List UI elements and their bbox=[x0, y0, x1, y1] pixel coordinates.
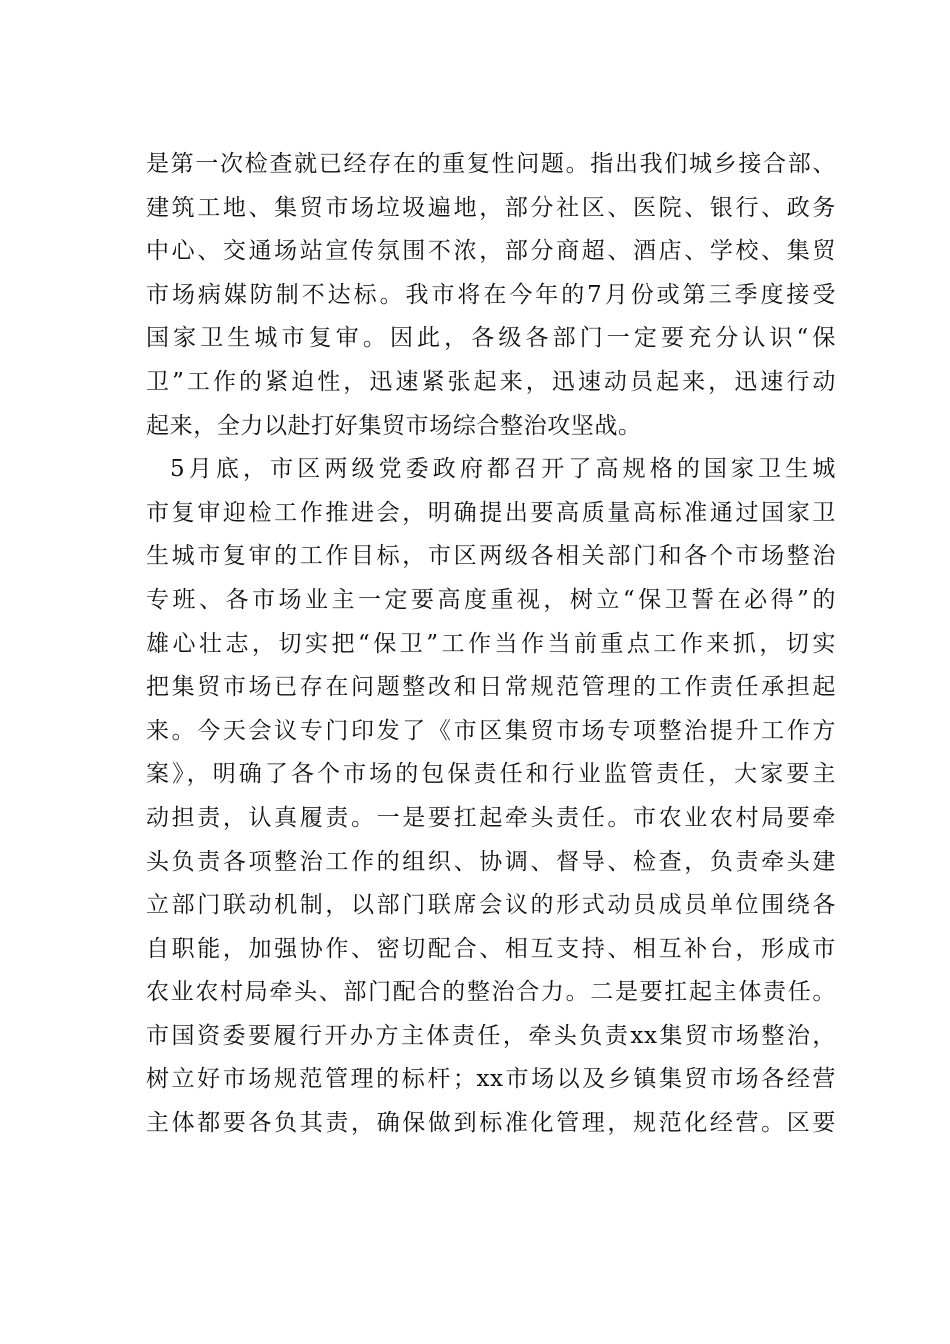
text-line: 来。今天会议专门印发了《市区集贸市场专项整治提升工作方 bbox=[146, 717, 836, 744]
body-text bbox=[146, 143, 836, 1146]
text-line: 是第一次检查就已经存在的重复性问题。指出我们城乡接合部、 bbox=[146, 151, 836, 177]
text-line: 生城市复审的工作目标，市区两级各相关部门和各个市场整治 bbox=[146, 543, 836, 570]
text-line: 动担责，认真履责。一是要扛起牵头责任。市农业农村局要牵 bbox=[146, 804, 836, 831]
text-line: 树立好市场规范管理的标杆；xx市场以及乡镇集贸市场各经营 bbox=[146, 1066, 836, 1093]
paragraph-start-line: 5月底，市区两级党委政府都召开了高规格的国家卫生城 bbox=[170, 456, 836, 483]
text-line: 国家卫生城市复审。因此，各级各部门一定要充分认识“保 bbox=[146, 325, 836, 352]
text-line: 市场病媒防制不达标。我市将在今年的7月份或第三季度接受 bbox=[146, 281, 836, 308]
text-line: 雄心壮志，切实把“保卫”工作当作当前重点工作来抓，切实 bbox=[146, 630, 836, 657]
text-line: 立部门联动机制，以部门联席会议的形式动员成员单位围绕各 bbox=[146, 892, 836, 919]
text-line: 头负责各项整治工作的组织、协调、督导、检查，负责牵头建 bbox=[146, 848, 836, 875]
text-line: 市复审迎检工作推进会，明确提出要高质量高标准通过国家卫 bbox=[146, 499, 836, 526]
text-line: 建筑工地、集贸市场垃圾遍地，部分社区、医院、银行、政务 bbox=[146, 194, 836, 221]
text-line: 市国资委要履行开办方主体责任，牵头负责xx集贸市场整治， bbox=[146, 1022, 836, 1049]
text-line: 起来，全力以赴打好集贸市场综合整治攻坚战。 bbox=[146, 412, 642, 439]
text-line: 卫”工作的紧迫性，迅速紧张起来，迅速动员起来，迅速行动 bbox=[146, 368, 836, 395]
text-line: 农业农村局牵头、部门配合的整治合力。二是要扛起主体责任。 bbox=[146, 979, 836, 1006]
text-line: 自职能，加强协作、密切配合、相互支持、相互补台，形成市 bbox=[146, 935, 836, 962]
text-line: 主体都要各负其责，确保做到标准化管理，规范化经营。区要 bbox=[146, 1110, 836, 1137]
text-line: 专班、各市场业主一定要高度重视，树立“保卫誓在必得”的 bbox=[146, 586, 836, 613]
text-line: 把集贸市场已存在问题整改和日常规范管理的工作责任承担起 bbox=[146, 674, 836, 701]
text-line: 案》，明确了各个市场的包保责任和行业监管责任，大家要主 bbox=[146, 761, 836, 788]
text-line: 中心、交通场站宣传氛围不浓，部分商超、酒店、学校、集贸 bbox=[146, 238, 836, 265]
